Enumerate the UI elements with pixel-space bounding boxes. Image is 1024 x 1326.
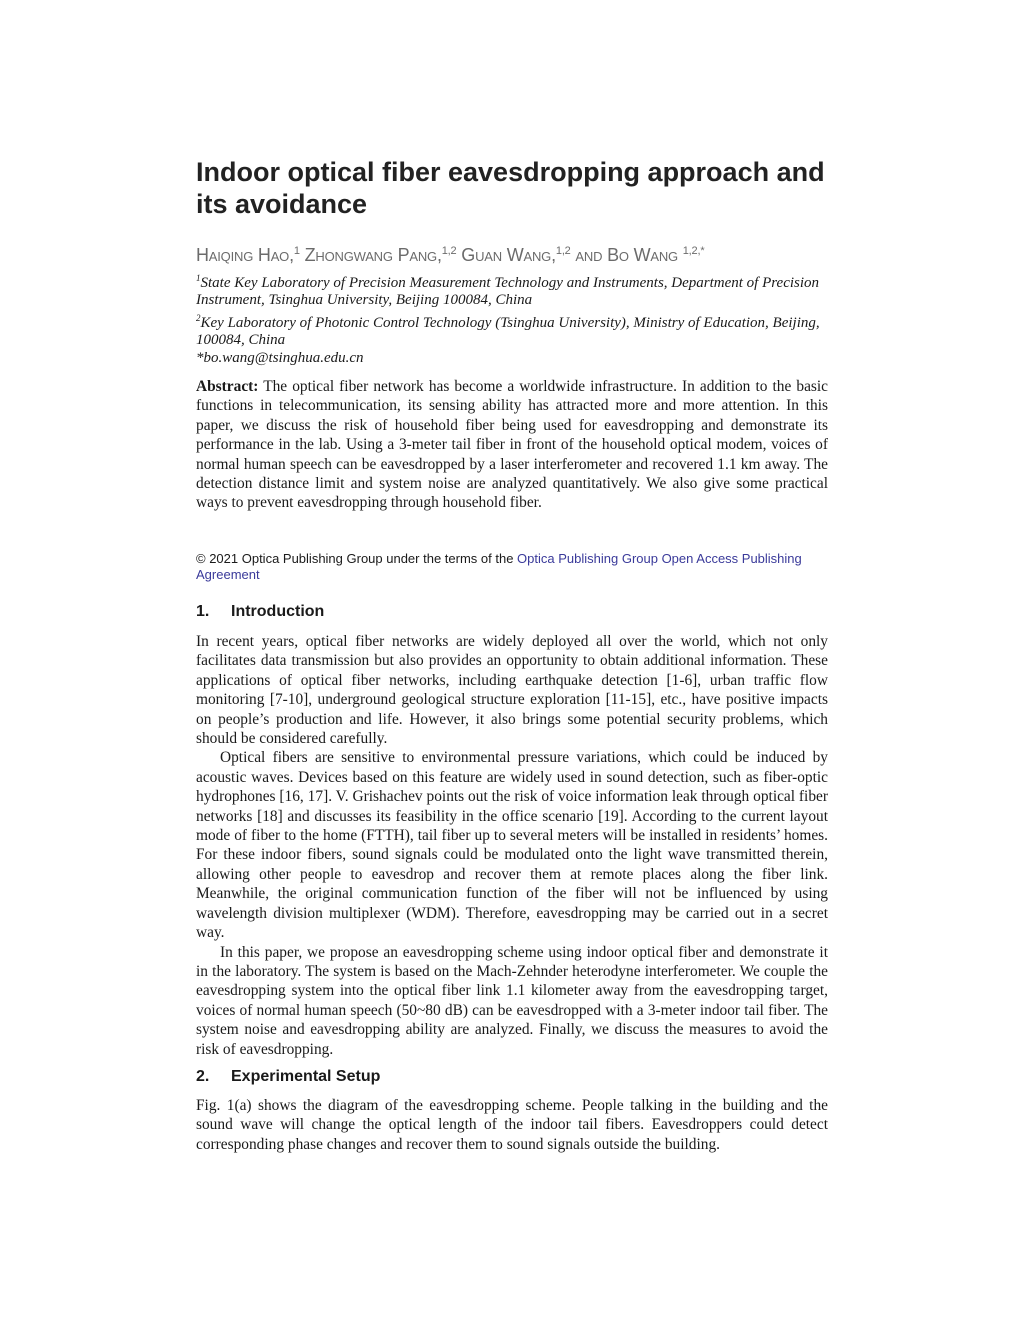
paragraph: Optical fibers are sensitive to environmental pressure variations, which could be induced by acoustic waves. Devices based on this feature are widely used in sound detection, such as fiber-optic hydrophones [16, 17]. V. Grishachev points out the risk of voice information leak through optical fiber networks [18] and discusses its feasibility in the office scenario [19]. According to the current layout mode of fiber to the home (FTTH), tail fiber up to several meters will be installed in residents’ homes. For these indoor fibers, sound signals could be modulated onto the light wave transmitted therein, allowing other people to eavesdrop and recover them at remote places along the fiber link. Meanwhile, the original communication function of the fiber will not be influenced by using wavelength division multiplexer (WDM). Therefore, eavesdropping may be carried out in a secret way. [196, 749, 828, 942]
author-list [196, 240, 828, 266]
section-heading-experimental-setup: 2. Experimental Setup [196, 1068, 381, 1085]
paper-title: Indoor optical fiber eavesdropping approach and its avoidance [196, 157, 825, 219]
affiliations [196, 270, 828, 367]
paragraph: Fig. 1(a) shows the diagram of the eavesdropping scheme. People talking in the building and the sound wave will change the optical length of the indoor tail fibers. Eavesdroppers could detect corresponding phase changes and recover them to sound signals outside the building. [196, 1097, 828, 1153]
author: and Bo Wang $^{1,2,*}$ [575, 245, 705, 265]
affiliation: $^2$Key Laboratory of Photonic Control Technology (Tsinghua University), Ministry of Education, Beijing, 100084, China [196, 312, 820, 349]
corresponding-email[interactable]: *bo.wang@tsinghua.edu.cn [196, 349, 364, 366]
paragraph: In recent years, optical fiber networks are widely deployed all over the world, which not only facilitates data transmission but also provides an opportunity to obtain additional information. These applications of optical fiber networks, including earthquake detection [1-6], urban traffic flow monitoring [7-10], underground geological structure exploration [11-15], etc., have positive impacts on people’s production and life. However, it also brings some potential security problems, which should be considered carefully. [196, 633, 828, 748]
author: Haiqing Hao,$^1$ [196, 245, 300, 265]
abstract-label: Abstract: [196, 378, 259, 395]
experimental-setup-body [196, 1096, 828, 1154]
abstract [196, 377, 828, 513]
author: Guan Wang,$^{1,2}$ [461, 245, 571, 265]
license-notice: © 2021 Optica Publishing Group under the terms of the Optica Publishing Group Open Access Publishing Agreement [196, 551, 802, 582]
license-link[interactable]: Optica Publishing Group Open Access Publishing Agreement [196, 551, 802, 582]
paragraph: In this paper, we propose an eavesdropping scheme using indoor optical fiber and demonstrate it in the laboratory. The system is based on the Mach-Zehnder heterodyne interferometer. We couple the eavesdropping system into the optical fiber link 1.1 kilometer away from the eavesdropping target, voices of normal human speech (50~80 dB) can be eavesdropped with a 3-meter indoor tail fiber. The system noise and eavesdropping ability are analyzed. Finally, we discuss the measures to avoid the risk of eavesdropping. [196, 943, 828, 1058]
abstract-text: The optical fiber network has become a worldwide infrastructure. In addition to the basic functions in telecommunication, its sensing ability has attracted more and more attention. In this paper, we discuss the risk of household fiber being used for eavesdropping and demonstrate its performance in the lab. Using a 3-meter tail fiber in front of the household optical modem, voices of normal human speech can be eavesdropped by a laser interferometer and recovered 1.1 km away. The detection distance limit and system noise are analyzed quantitatively. We also give some practical ways to prevent eavesdropping through household fiber. [196, 378, 828, 512]
affiliation: $^1$State Key Laboratory of Precision Measurement Technology and Instruments, Department of Precision Instrument, Tsinghua University, Beijing 100084, China [196, 273, 820, 309]
section-heading-introduction: 1. Introduction [196, 603, 325, 620]
introduction-body [196, 632, 828, 1059]
author: Zhongwang Pang,$^{1,2}$ [304, 245, 457, 265]
